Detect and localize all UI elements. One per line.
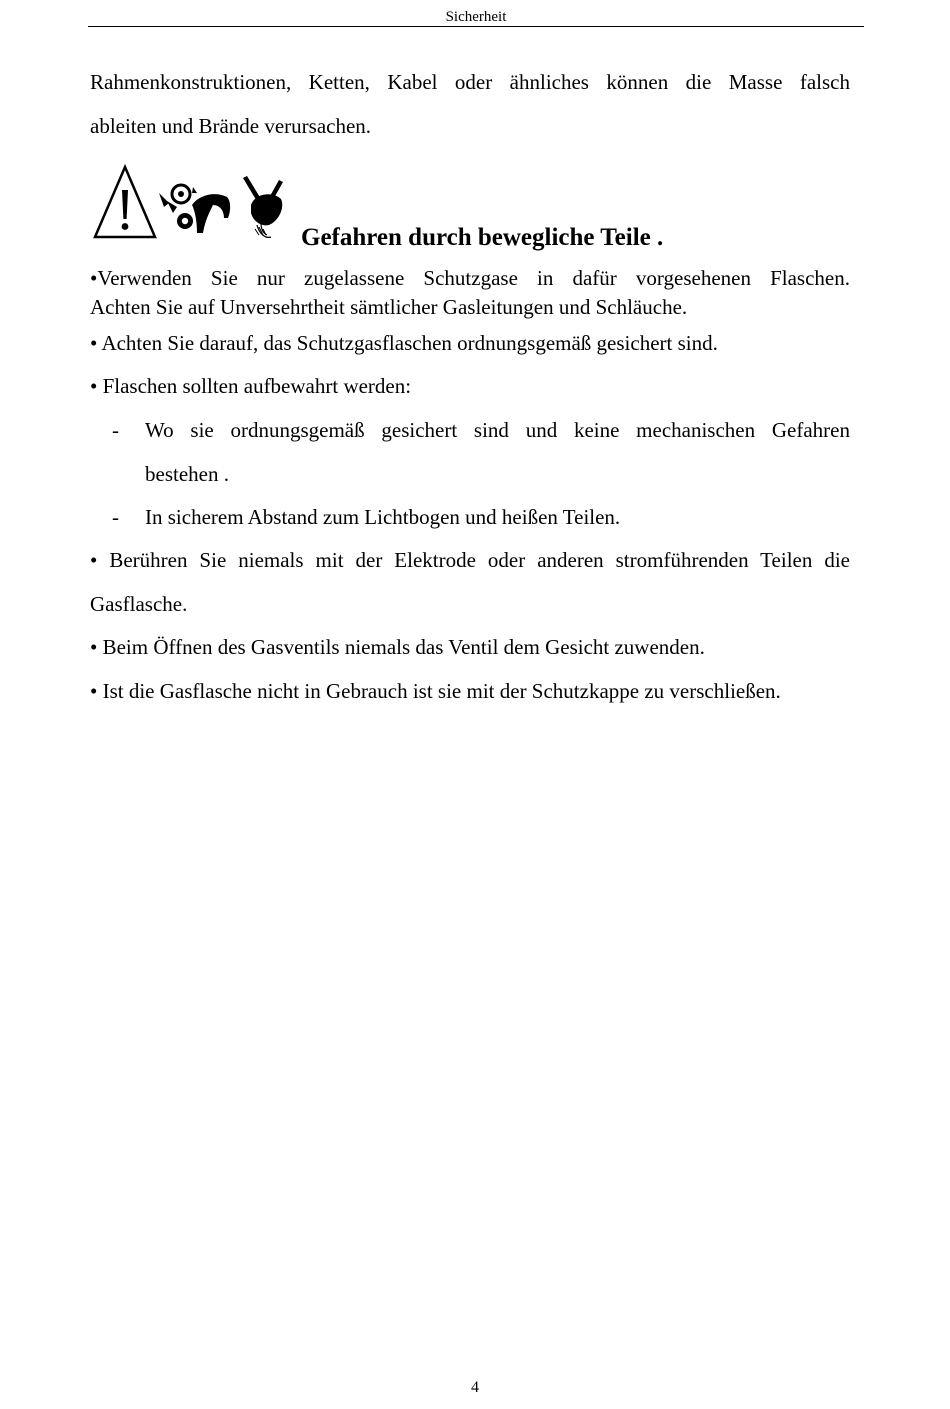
- warning-triangle-icon: [95, 167, 155, 237]
- page-number: 4: [471, 1379, 479, 1396]
- bullet-4-line-1: • Berühren Sie niemals mit der Elektrode oder anderen stromführenden Teilen die: [90, 548, 850, 572]
- moving-parts-hand-gear-icon: [159, 185, 230, 233]
- sub-item-1-line-2: bestehen .: [145, 462, 229, 486]
- bullet-5: • Beim Öffnen des Gasventils niemals das Ventil dem Gesicht zuwenden.: [90, 635, 705, 659]
- bullet-4-line-2: Gasflasche.: [90, 592, 188, 616]
- intro-line-1: Rahmenkonstruktionen, Ketten, Kabel oder ähnliches können die Masse falsch: [90, 70, 850, 94]
- bullet-3: • Flaschen sollten aufbewahrt werden:: [90, 374, 412, 398]
- bullet-1-line-2: Achten Sie auf Unversehrtheit sämtlicher Gasleitungen und Schläuche.: [90, 295, 688, 319]
- header-divider: [88, 26, 864, 27]
- bullet-2: • Achten Sie darauf, das Schutzgasflaschen ordnungsgemäß gesichert sind.: [90, 331, 718, 355]
- sub-item-1-line-1: Wo sie ordnungsgemäß gesichert sind und keine mechanischen Gefahren: [145, 418, 850, 442]
- hazard-icons: [93, 163, 293, 250]
- page-header-title: Sicherheit: [445, 9, 507, 25]
- hazard-heading: Gefahren durch bewegliche Teile .: [301, 224, 664, 251]
- intro-line-2: ableiten und Brände verursachen.: [90, 114, 372, 138]
- bullet-1-line-1: •Verwenden Sie nur zugelassene Schutzgase in dafür vorgesehenen Flaschen.: [90, 266, 850, 290]
- sub-item-1-dash: -: [112, 418, 119, 442]
- sub-item-2: In sicherem Abstand zum Lichtbogen und heißen Teilen.: [145, 505, 621, 529]
- bullet-6: • Ist die Gasflasche nicht in Gebrauch ist sie mit der Schutzkappe zu verschließen.: [90, 679, 781, 703]
- no-hand-contact-icon: [243, 176, 283, 237]
- sub-item-2-dash: -: [112, 505, 119, 529]
